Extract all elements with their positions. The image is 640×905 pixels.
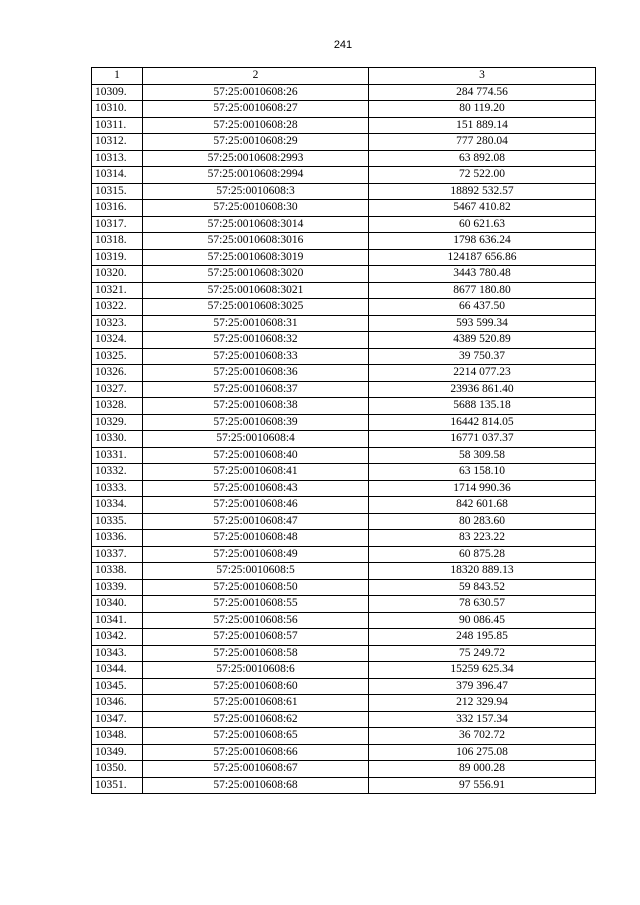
table-row <box>92 711 596 728</box>
page-number: 241 <box>333 39 353 51</box>
table-row <box>92 563 596 580</box>
table-body <box>92 84 596 794</box>
cadastral-number-cell: 57:25:0010608:32 <box>143 332 369 349</box>
table-row <box>92 761 596 778</box>
table-row <box>92 233 596 250</box>
row-number-cell: 10332. <box>92 464 143 481</box>
table-row <box>92 728 596 745</box>
row-number-cell: 10328. <box>92 398 143 415</box>
row-number-cell: 10347. <box>92 711 143 728</box>
row-number-cell: 10340. <box>92 596 143 613</box>
cadastral-number-cell: 57:25:0010608:49 <box>143 546 369 563</box>
table-row <box>92 629 596 646</box>
cadastral-value-cell: 36 702.72 <box>369 728 596 745</box>
cadastral-value-cell: 80 119.20 <box>369 101 596 118</box>
row-number-cell: 10327. <box>92 381 143 398</box>
cadastral-value-cell: 151 889.14 <box>369 117 596 134</box>
row-number-cell: 10350. <box>92 761 143 778</box>
table-row <box>92 596 596 613</box>
column-header-cadastral-number: 2 <box>143 68 369 85</box>
cadastral-value-cell: 83 223.22 <box>369 530 596 547</box>
cadastral-number-cell: 57:25:0010608:38 <box>143 398 369 415</box>
row-number-cell: 10341. <box>92 612 143 629</box>
cadastral-value-cell: 18892 532.57 <box>369 183 596 200</box>
table-header-row <box>92 68 596 85</box>
cadastral-number-cell: 57:25:0010608:2994 <box>143 167 369 184</box>
cadastral-number-cell: 57:25:0010608:36 <box>143 365 369 382</box>
row-number-cell: 10348. <box>92 728 143 745</box>
cadastral-value-cell: 842 601.68 <box>369 497 596 514</box>
cadastral-value-cell: 72 522.00 <box>369 167 596 184</box>
cadastral-value-cell: 5467 410.82 <box>369 200 596 217</box>
cadastral-number-cell: 57:25:0010608:30 <box>143 200 369 217</box>
cadastral-value-cell: 66 437.50 <box>369 299 596 316</box>
cadastral-number-cell: 57:25:0010608:31 <box>143 315 369 332</box>
cadastral-value-cell: 63 158.10 <box>369 464 596 481</box>
row-number-cell: 10335. <box>92 513 143 530</box>
cadastral-value-cell: 3443 780.48 <box>369 266 596 283</box>
cadastral-number-cell: 57:25:0010608:58 <box>143 645 369 662</box>
row-number-cell: 10333. <box>92 480 143 497</box>
table-row <box>92 381 596 398</box>
cadastral-value-cell: 332 157.34 <box>369 711 596 728</box>
table-row <box>92 183 596 200</box>
row-number-cell: 10317. <box>92 216 143 233</box>
table-row <box>92 777 596 794</box>
row-number-cell: 10326. <box>92 365 143 382</box>
cadastral-number-cell: 57:25:0010608:66 <box>143 744 369 761</box>
cadastral-number-cell: 57:25:0010608:68 <box>143 777 369 794</box>
row-number-cell: 10309. <box>92 84 143 101</box>
row-number-cell: 10318. <box>92 233 143 250</box>
row-number-cell: 10323. <box>92 315 143 332</box>
row-number-cell: 10339. <box>92 579 143 596</box>
table-row <box>92 480 596 497</box>
cadastral-number-cell: 57:25:0010608:61 <box>143 695 369 712</box>
cadastral-value-cell: 90 086.45 <box>369 612 596 629</box>
table-row <box>92 513 596 530</box>
table-row <box>92 365 596 382</box>
row-number-cell: 10310. <box>92 101 143 118</box>
cadastral-number-cell: 57:25:0010608:46 <box>143 497 369 514</box>
table-row <box>92 530 596 547</box>
row-number-cell: 10337. <box>92 546 143 563</box>
cadastral-value-cell: 39 750.37 <box>369 348 596 365</box>
cadastral-number-cell: 57:25:0010608:67 <box>143 761 369 778</box>
row-number-cell: 10324. <box>92 332 143 349</box>
row-number-cell: 10345. <box>92 678 143 695</box>
cadastral-value-cell: 1798 636.24 <box>369 233 596 250</box>
cadastral-number-cell: 57:25:0010608:57 <box>143 629 369 646</box>
table-row <box>92 134 596 151</box>
cadastral-value-table <box>91 67 596 794</box>
cadastral-value-cell: 60 875.28 <box>369 546 596 563</box>
column-header-number: 1 <box>92 68 143 85</box>
cadastral-value-cell: 16771 037.37 <box>369 431 596 448</box>
row-number-cell: 10346. <box>92 695 143 712</box>
cadastral-value-cell: 18320 889.13 <box>369 563 596 580</box>
row-number-cell: 10315. <box>92 183 143 200</box>
cadastral-value-cell: 5688 135.18 <box>369 398 596 415</box>
row-number-cell: 10336. <box>92 530 143 547</box>
row-number-cell: 10312. <box>92 134 143 151</box>
table-row <box>92 431 596 448</box>
table-row <box>92 612 596 629</box>
cadastral-number-cell: 57:25:0010608:48 <box>143 530 369 547</box>
row-number-cell: 10322. <box>92 299 143 316</box>
table-row <box>92 645 596 662</box>
cadastral-value-cell: 97 556.91 <box>369 777 596 794</box>
cadastral-number-cell: 57:25:0010608:3020 <box>143 266 369 283</box>
table-row <box>92 167 596 184</box>
table-row <box>92 678 596 695</box>
cadastral-value-cell: 124187 656.86 <box>369 249 596 266</box>
table-row <box>92 398 596 415</box>
cadastral-value-cell: 212 329.94 <box>369 695 596 712</box>
row-number-cell: 10349. <box>92 744 143 761</box>
row-number-cell: 10343. <box>92 645 143 662</box>
cadastral-number-cell: 57:25:0010608:37 <box>143 381 369 398</box>
cadastral-value-cell: 2214 077.23 <box>369 365 596 382</box>
cadastral-number-cell: 57:25:0010608:33 <box>143 348 369 365</box>
cadastral-number-cell: 57:25:0010608:55 <box>143 596 369 613</box>
row-number-cell: 10351. <box>92 777 143 794</box>
table-row <box>92 266 596 283</box>
cadastral-value-cell: 63 892.08 <box>369 150 596 167</box>
row-number-cell: 10338. <box>92 563 143 580</box>
cadastral-value-cell: 8677 180.80 <box>369 282 596 299</box>
row-number-cell: 10321. <box>92 282 143 299</box>
cadastral-number-cell: 57:25:0010608:3014 <box>143 216 369 233</box>
cadastral-number-cell: 57:25:0010608:4 <box>143 431 369 448</box>
table-row <box>92 84 596 101</box>
cadastral-number-cell: 57:25:0010608:26 <box>143 84 369 101</box>
table-row <box>92 299 596 316</box>
cadastral-value-cell: 89 000.28 <box>369 761 596 778</box>
row-number-cell: 10314. <box>92 167 143 184</box>
cadastral-number-cell: 57:25:0010608:65 <box>143 728 369 745</box>
cadastral-number-cell: 57:25:0010608:3 <box>143 183 369 200</box>
table-row <box>92 695 596 712</box>
table-row <box>92 332 596 349</box>
table-row <box>92 282 596 299</box>
cadastral-value-cell: 248 195.85 <box>369 629 596 646</box>
table-row <box>92 744 596 761</box>
cadastral-number-cell: 57:25:0010608:43 <box>143 480 369 497</box>
cadastral-number-cell: 57:25:0010608:5 <box>143 563 369 580</box>
table-row <box>92 414 596 431</box>
table-row <box>92 117 596 134</box>
cadastral-value-cell: 58 309.58 <box>369 447 596 464</box>
table-row <box>92 546 596 563</box>
cadastral-value-cell: 23936 861.40 <box>369 381 596 398</box>
cadastral-value-cell: 78 630.57 <box>369 596 596 613</box>
cadastral-number-cell: 57:25:0010608:39 <box>143 414 369 431</box>
cadastral-value-cell: 75 249.72 <box>369 645 596 662</box>
cadastral-number-cell: 57:25:0010608:60 <box>143 678 369 695</box>
row-number-cell: 10316. <box>92 200 143 217</box>
row-number-cell: 10331. <box>92 447 143 464</box>
table-row <box>92 216 596 233</box>
column-header-value: 3 <box>369 68 596 85</box>
row-number-cell: 10330. <box>92 431 143 448</box>
cadastral-number-cell: 57:25:0010608:56 <box>143 612 369 629</box>
row-number-cell: 10320. <box>92 266 143 283</box>
table-row <box>92 249 596 266</box>
cadastral-value-cell: 106 275.08 <box>369 744 596 761</box>
row-number-cell: 10311. <box>92 117 143 134</box>
table-row <box>92 315 596 332</box>
cadastral-number-cell: 57:25:0010608:28 <box>143 117 369 134</box>
row-number-cell: 10334. <box>92 497 143 514</box>
row-number-cell: 10319. <box>92 249 143 266</box>
cadastral-value-cell: 16442 814.05 <box>369 414 596 431</box>
row-number-cell: 10313. <box>92 150 143 167</box>
table-row <box>92 464 596 481</box>
row-number-cell: 10329. <box>92 414 143 431</box>
table-row <box>92 447 596 464</box>
cadastral-number-cell: 57:25:0010608:29 <box>143 134 369 151</box>
cadastral-number-cell: 57:25:0010608:3016 <box>143 233 369 250</box>
cadastral-number-cell: 57:25:0010608:62 <box>143 711 369 728</box>
cadastral-value-cell: 777 280.04 <box>369 134 596 151</box>
table-row <box>92 497 596 514</box>
row-number-cell: 10325. <box>92 348 143 365</box>
cadastral-number-cell: 57:25:0010608:27 <box>143 101 369 118</box>
table-row <box>92 348 596 365</box>
table-row <box>92 662 596 679</box>
row-number-cell: 10342. <box>92 629 143 646</box>
row-number-cell: 10344. <box>92 662 143 679</box>
cadastral-number-cell: 57:25:0010608:40 <box>143 447 369 464</box>
cadastral-value-cell: 15259 625.34 <box>369 662 596 679</box>
cadastral-value-cell: 60 621.63 <box>369 216 596 233</box>
cadastral-value-cell: 1714 990.36 <box>369 480 596 497</box>
cadastral-number-cell: 57:25:0010608:3019 <box>143 249 369 266</box>
cadastral-value-cell: 593 599.34 <box>369 315 596 332</box>
table-row <box>92 200 596 217</box>
cadastral-value-cell: 379 396.47 <box>369 678 596 695</box>
cadastral-number-cell: 57:25:0010608:3021 <box>143 282 369 299</box>
cadastral-number-cell: 57:25:0010608:50 <box>143 579 369 596</box>
cadastral-number-cell: 57:25:0010608:6 <box>143 662 369 679</box>
cadastral-number-cell: 57:25:0010608:2993 <box>143 150 369 167</box>
cadastral-value-cell: 59 843.52 <box>369 579 596 596</box>
table-row <box>92 150 596 167</box>
cadastral-value-cell: 284 774.56 <box>369 84 596 101</box>
cadastral-value-cell: 80 283.60 <box>369 513 596 530</box>
table-row <box>92 579 596 596</box>
cadastral-number-cell: 57:25:0010608:3025 <box>143 299 369 316</box>
cadastral-number-cell: 57:25:0010608:47 <box>143 513 369 530</box>
cadastral-value-cell: 4389 520.89 <box>369 332 596 349</box>
table-row <box>92 101 596 118</box>
cadastral-number-cell: 57:25:0010608:41 <box>143 464 369 481</box>
